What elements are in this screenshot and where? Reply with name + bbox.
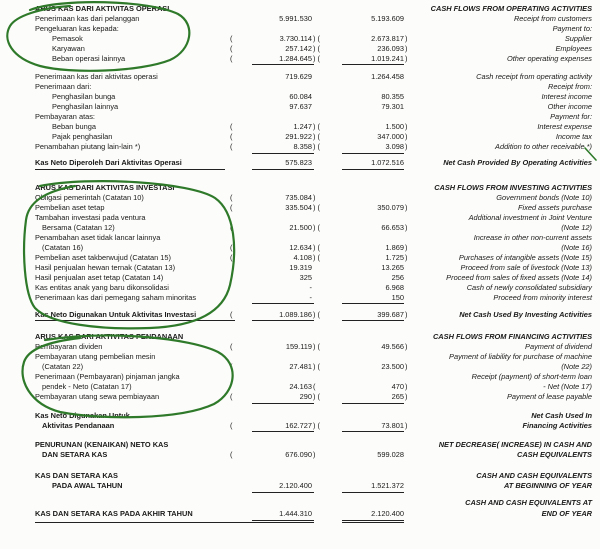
row-label-en: Payment of lease payable	[506, 392, 592, 401]
value-prior-year: 3.098	[385, 142, 404, 151]
statement-row	[0, 193, 600, 203]
value-current-year: 60.084	[289, 92, 312, 101]
paren-close: )	[405, 310, 408, 319]
value-prior-year: 599.028	[377, 450, 404, 459]
row-label-en: - Net (Note 17)	[543, 382, 592, 391]
statement-row	[0, 471, 600, 481]
total-rule	[342, 320, 404, 321]
statement-row	[0, 203, 600, 213]
row-label-en: NET DECREASE( INCREASE) IN CASH AND	[438, 440, 592, 449]
subtotal-rule	[342, 303, 404, 304]
row-label-id: Tambahan investasi pada ventura	[35, 213, 146, 222]
value-current-year: 290	[299, 392, 312, 401]
row-label-id: Penambahan piutang lain-lain *)	[35, 142, 141, 151]
value-current-year: 21.500	[289, 223, 312, 232]
row-label-en: Fixed assets purchase	[518, 203, 592, 212]
row-label-en: Income tax	[555, 132, 592, 141]
paren-close: )	[405, 421, 408, 430]
value-current-year: 735.084	[285, 193, 312, 202]
value-prior-year: 73.801	[381, 421, 404, 430]
row-label-id: Penerimaan kas dari pelanggan	[35, 14, 140, 23]
row-label-en: Additional investment in Joint Venture	[468, 213, 592, 222]
value-prior-year: 150	[391, 293, 404, 302]
value-current-year: 8.358	[293, 142, 312, 151]
statement-row	[0, 293, 600, 303]
statement-row	[0, 392, 600, 402]
value-current-year: 575.823	[285, 158, 312, 167]
row-label-en: Net Cash Provided By Operating Activities	[443, 158, 592, 167]
value-current-year: 24.163	[289, 382, 312, 391]
value-prior-year: 347.000	[377, 132, 404, 141]
value-prior-year: 1.725	[385, 253, 404, 262]
row-label-id: Pemasok	[52, 34, 83, 43]
statement-row	[0, 411, 600, 421]
value-prior-year: 1.072.516	[371, 158, 404, 167]
statement-row	[0, 233, 600, 243]
value-current-year: 19.319	[289, 263, 312, 272]
statement-row	[0, 352, 600, 362]
total-rule	[342, 492, 404, 493]
paren-close: )	[405, 203, 408, 212]
paren-separator: ) (	[313, 253, 320, 262]
statement-row	[0, 122, 600, 132]
row-label-id: (Catatan 22)	[42, 362, 84, 371]
subtotal-rule	[252, 303, 314, 304]
paren-separator: ) (	[313, 223, 320, 232]
row-label-id: Kas entitas anak yang baru dikonsolidasi	[35, 283, 169, 292]
paren-open: (	[230, 193, 233, 202]
row-label-id: Kas Neto Diperoleh Dari Aktivitas Operasi	[35, 158, 182, 167]
row-label-en: Receipt (payment) of short-term loan	[471, 372, 592, 381]
value-prior-year: 66.653	[381, 223, 404, 232]
statement-row	[0, 450, 600, 460]
row-label-id: KAS DAN SETARA KAS	[35, 471, 118, 480]
paren-open: (	[230, 362, 233, 371]
row-label-en: Net Cash Used By Investing Activities	[459, 310, 592, 319]
value-prior-year: 236.093	[377, 44, 404, 53]
row-label-id: Penerimaan dari:	[35, 82, 92, 91]
value-prior-year: 265	[391, 392, 404, 401]
paren-open: (	[230, 142, 233, 151]
paren-close: )	[405, 44, 408, 53]
subtotal-rule	[252, 153, 314, 154]
row-label-en: CASH AND CASH EQUIVALENTS AT	[465, 498, 592, 507]
paren-open: (	[230, 223, 233, 232]
row-label-id: Karyawan	[52, 44, 85, 53]
label-underline	[35, 522, 265, 523]
statement-row	[0, 498, 600, 508]
row-label-id: Penambahan aset tidak lancar lainnya	[35, 233, 161, 242]
paren-close: )	[405, 243, 408, 252]
paren-close: )	[405, 142, 408, 151]
paren-close: )	[405, 132, 408, 141]
value-current-year: 676.090	[285, 450, 312, 459]
value-current-year: 159.119	[285, 342, 312, 351]
row-label-id: Penghasilan bunga	[52, 92, 116, 101]
value-prior-year: 80.355	[381, 92, 404, 101]
paren-separator: (	[313, 382, 316, 391]
row-label-id: Kas Neto Digunakan Untuk	[35, 411, 130, 420]
paren-separator: ) (	[313, 362, 320, 371]
value-current-year: 2.120.400	[279, 481, 312, 490]
statement-row	[0, 142, 600, 152]
value-current-year: 4.108	[293, 253, 312, 262]
row-label-en: CASH AND CASH EQUIVALENTS	[476, 471, 592, 480]
paren-separator: ) (	[313, 310, 320, 319]
statement-row	[0, 372, 600, 382]
row-label-en: Payment of liability for purchase of machine	[449, 352, 592, 361]
total-rule	[252, 320, 314, 321]
paren-close: )	[405, 54, 408, 63]
paren-open: (	[230, 392, 233, 401]
paren-open: (	[230, 310, 233, 319]
row-label-id: Penghasilan lainnya	[52, 102, 119, 111]
row-label-id: Pengeluaran kas kepada:	[35, 24, 119, 33]
paren-open: (	[230, 421, 233, 430]
value-current-year: 325	[299, 273, 312, 282]
statement-row	[0, 54, 600, 64]
paren-separator: ) (	[313, 132, 320, 141]
row-label-id: Obligasi pemerintah (Catatan 10)	[35, 193, 144, 202]
subtotal-rule	[342, 153, 404, 154]
value-prior-year: 1.869	[385, 243, 404, 252]
row-label-id: Beban operasi lainnya	[52, 54, 126, 63]
row-label-id: PADA AWAL TAHUN	[52, 481, 123, 490]
statement-row	[0, 132, 600, 142]
row-label-id: Pembayaran utang sewa pembiayaan	[35, 392, 160, 401]
paren-separator: )	[313, 193, 316, 202]
value-current-year: -	[309, 283, 312, 292]
value-prior-year: 13.265	[381, 263, 404, 272]
paren-close: )	[405, 253, 408, 262]
paren-separator: ) (	[313, 243, 320, 252]
row-label-id: Penerimaan kas dari aktivitas operasi	[35, 72, 158, 81]
total-rule	[252, 431, 314, 432]
row-label-en: Financing Activities	[522, 421, 592, 430]
statement-row	[0, 34, 600, 44]
statement-row	[0, 382, 600, 392]
statement-row	[0, 253, 600, 263]
row-label-id: ARUS KAS DARI AKTIVITAS OPERASI	[35, 4, 170, 13]
row-label-en: Addition to other receivable *)	[495, 142, 592, 151]
statement-row	[0, 273, 600, 283]
paren-separator: ) (	[313, 44, 320, 53]
row-label-id: ARUS KAS DARI AKTIVITAS INVESTASI	[35, 183, 175, 192]
row-label-en: Interest income	[541, 92, 592, 101]
value-prior-year: 2.120.400	[371, 509, 404, 518]
paren-close: )	[405, 392, 408, 401]
total-rule	[252, 169, 314, 170]
value-current-year: 3.730.114	[279, 34, 312, 43]
value-current-year: 162.727	[285, 421, 312, 430]
value-prior-year: 256	[391, 273, 404, 282]
subtotal-rule	[342, 403, 404, 404]
paren-close: )	[405, 362, 408, 371]
row-label-en: Proceed from sales of fixed assets (Note 14)	[446, 273, 592, 282]
row-label-en: Cash receipt from operating activity	[476, 72, 592, 81]
paren-close: )	[405, 34, 408, 43]
label-underline	[35, 169, 225, 170]
paren-close: )	[405, 382, 408, 391]
row-label-en: Receipt from:	[548, 82, 592, 91]
row-label-id: Pembayaran dividen	[35, 342, 103, 351]
subtotal-rule	[252, 64, 314, 65]
value-current-year: 1.284.645	[279, 54, 312, 63]
value-current-year: 12.634	[289, 243, 312, 252]
row-label-en: Payment of dividend	[525, 342, 592, 351]
statement-row	[0, 509, 600, 519]
grand-total-rule	[252, 520, 314, 521]
paren-open: (	[230, 253, 233, 262]
statement-row	[0, 342, 600, 352]
statement-row	[0, 481, 600, 491]
grand-total-rule	[342, 520, 404, 521]
paren-separator: ) (	[313, 392, 320, 401]
row-label-id: Pembelian aset tetap	[35, 203, 105, 212]
row-label-id: PENURUNAN (KENAIKAN) NETO KAS	[35, 440, 169, 449]
value-current-year: 1.444.310	[279, 509, 312, 518]
row-label-id: Pembelian aset takberwujud (Catatan 15)	[35, 253, 171, 262]
row-label-en: Proceed from sale of livestock (Note 13)	[460, 263, 592, 272]
value-current-year: 5.991.530	[279, 14, 312, 23]
statement-row	[0, 283, 600, 293]
row-label-en: Receipt from customers	[513, 14, 592, 23]
row-label-en: Payment to:	[552, 24, 592, 33]
paren-close: )	[405, 223, 408, 232]
statement-row	[0, 421, 600, 431]
row-label-en: Purchases of intangible assets (Note 15)	[458, 253, 592, 262]
row-label-en: Net Cash Used In	[531, 411, 592, 420]
paren-separator: ) (	[313, 122, 320, 131]
statement-row	[0, 183, 600, 193]
row-label-en: END OF YEAR	[541, 509, 592, 518]
value-prior-year: 49.566	[381, 342, 404, 351]
subtotal-rule	[342, 64, 404, 65]
subtotal-rule	[252, 403, 314, 404]
total-rule	[342, 169, 404, 170]
paren-separator: ) (	[313, 203, 320, 212]
statement-row	[0, 24, 600, 34]
label-underline	[35, 320, 235, 321]
paren-separator: ) (	[313, 421, 320, 430]
row-label-id: Hasil penjualan aset tetap (Catatan 14)	[35, 273, 164, 282]
paren-open: (	[230, 342, 233, 351]
row-label-id: DAN SETARA KAS	[42, 450, 108, 459]
value-current-year: 335.504	[285, 203, 312, 212]
value-current-year: 1.247	[293, 122, 312, 131]
paren-separator: )	[313, 450, 316, 459]
row-label-en: Cash of newly consolidated subsidiary	[466, 283, 592, 292]
row-label-en: (Note 22)	[561, 362, 592, 371]
paren-separator: ) (	[313, 142, 320, 151]
row-label-id: Hasil penjualan hewan ternak (Catatan 13)	[35, 263, 176, 272]
row-label-en: (Note 16)	[561, 243, 592, 252]
row-label-en: Other income	[547, 102, 592, 111]
value-current-year: 291.922	[285, 132, 312, 141]
statement-row	[0, 72, 600, 82]
value-prior-year: 1.264.458	[371, 72, 404, 81]
row-label-id: Pembayaran atas:	[35, 112, 95, 121]
statement-row	[0, 223, 600, 233]
paren-separator: ) (	[313, 54, 320, 63]
paren-close: )	[405, 122, 408, 131]
row-label-id: Kas Neto Digunakan Untuk Aktivitas Investasi	[35, 310, 197, 319]
statement-row	[0, 102, 600, 112]
grand-total-rule	[342, 522, 404, 523]
statement-row	[0, 362, 600, 372]
row-label-id: Beban bunga	[52, 122, 96, 131]
statement-row	[0, 213, 600, 223]
row-label-id: pendek - Neto (Catatan 17)	[42, 382, 132, 391]
row-label-id: (Catatan 16)	[42, 243, 84, 252]
value-prior-year: 399.687	[377, 310, 404, 319]
statement-row	[0, 243, 600, 253]
paren-open: (	[230, 34, 233, 43]
statement-row	[0, 112, 600, 122]
value-prior-year: 1.521.372	[371, 481, 404, 490]
row-label-id: Penerimaan (Pembayaran) pinjaman jangka	[35, 372, 180, 381]
row-label-en: AT BEGINNING OF YEAR	[503, 481, 592, 490]
value-current-year: 27.481	[289, 362, 312, 371]
row-label-en: Increase in other non-current assets	[473, 233, 592, 242]
row-label-en: CASH FLOWS FROM INVESTING ACTIVITIES	[434, 183, 592, 192]
statement-row	[0, 332, 600, 342]
paren-open: (	[230, 450, 233, 459]
row-label-en: Employees	[555, 44, 592, 53]
value-prior-year: 79.301	[381, 102, 404, 111]
statement-row	[0, 82, 600, 92]
paren-open: (	[230, 132, 233, 141]
row-label-en: Government bonds (Note 10)	[496, 193, 592, 202]
value-prior-year: 1.019.241	[371, 54, 404, 63]
paren-separator: ) (	[313, 34, 320, 43]
value-prior-year: 470	[391, 382, 404, 391]
row-label-id: Pajak penghasilan	[52, 132, 113, 141]
value-current-year: 257.142	[285, 44, 312, 53]
value-prior-year: 1.500	[385, 122, 404, 131]
statement-row	[0, 263, 600, 273]
value-current-year: 1.089.186	[279, 310, 312, 319]
paren-open: (	[230, 243, 233, 252]
paren-close: )	[405, 342, 408, 351]
row-label-en: CASH FLOWS FROM OPERATING ACTIVITIES	[430, 4, 592, 13]
total-rule	[252, 492, 314, 493]
paren-open: (	[230, 54, 233, 63]
row-label-en: CASH EQUIVALENTS	[516, 450, 592, 459]
value-prior-year: 23.500	[381, 362, 404, 371]
row-label-id: Bersama (Catatan 12)	[42, 223, 115, 232]
statement-row	[0, 310, 600, 320]
row-label-en: Proceed from minority interest	[493, 293, 592, 302]
paren-open: (	[230, 44, 233, 53]
row-label-en: Interest expense	[537, 122, 592, 131]
row-label-en: (Note 12)	[561, 223, 592, 232]
paren-open: (	[230, 203, 233, 212]
row-label-en: CASH FLOWS FROM FINANCING ACTIVITIES	[432, 332, 592, 341]
row-label-id: ARUS KAS DARI AKTIVITAS PENDANAAN	[35, 332, 184, 341]
statement-row	[0, 4, 600, 14]
statement-row	[0, 14, 600, 24]
row-label-id: Aktivitas Pendanaan	[42, 421, 115, 430]
value-current-year: 719.629	[285, 72, 312, 81]
row-label-id: Pembayaran utang pembelian mesin	[35, 352, 156, 361]
statement-row	[0, 440, 600, 450]
value-prior-year: 2.673.817	[371, 34, 404, 43]
value-prior-year: 5.193.609	[371, 14, 404, 23]
value-current-year: -	[309, 293, 312, 302]
row-label-en: Other operating expenses	[506, 54, 592, 63]
paren-open: (	[230, 122, 233, 131]
value-prior-year: 6.968	[385, 283, 404, 292]
value-current-year: 97.637	[289, 102, 312, 111]
row-label-id: KAS DAN SETARA KAS PADA AKHIR TAHUN	[35, 509, 193, 518]
total-rule	[342, 431, 404, 432]
paren-separator: ) (	[313, 342, 320, 351]
statement-row	[0, 92, 600, 102]
value-prior-year: 350.079	[377, 203, 404, 212]
row-label-en: Supplier	[564, 34, 592, 43]
row-label-id: Penerimaan kas dari pemegang saham minoritas	[35, 293, 197, 302]
row-label-en: Payment for:	[550, 112, 592, 121]
statement-row	[0, 158, 600, 168]
statement-row	[0, 44, 600, 54]
